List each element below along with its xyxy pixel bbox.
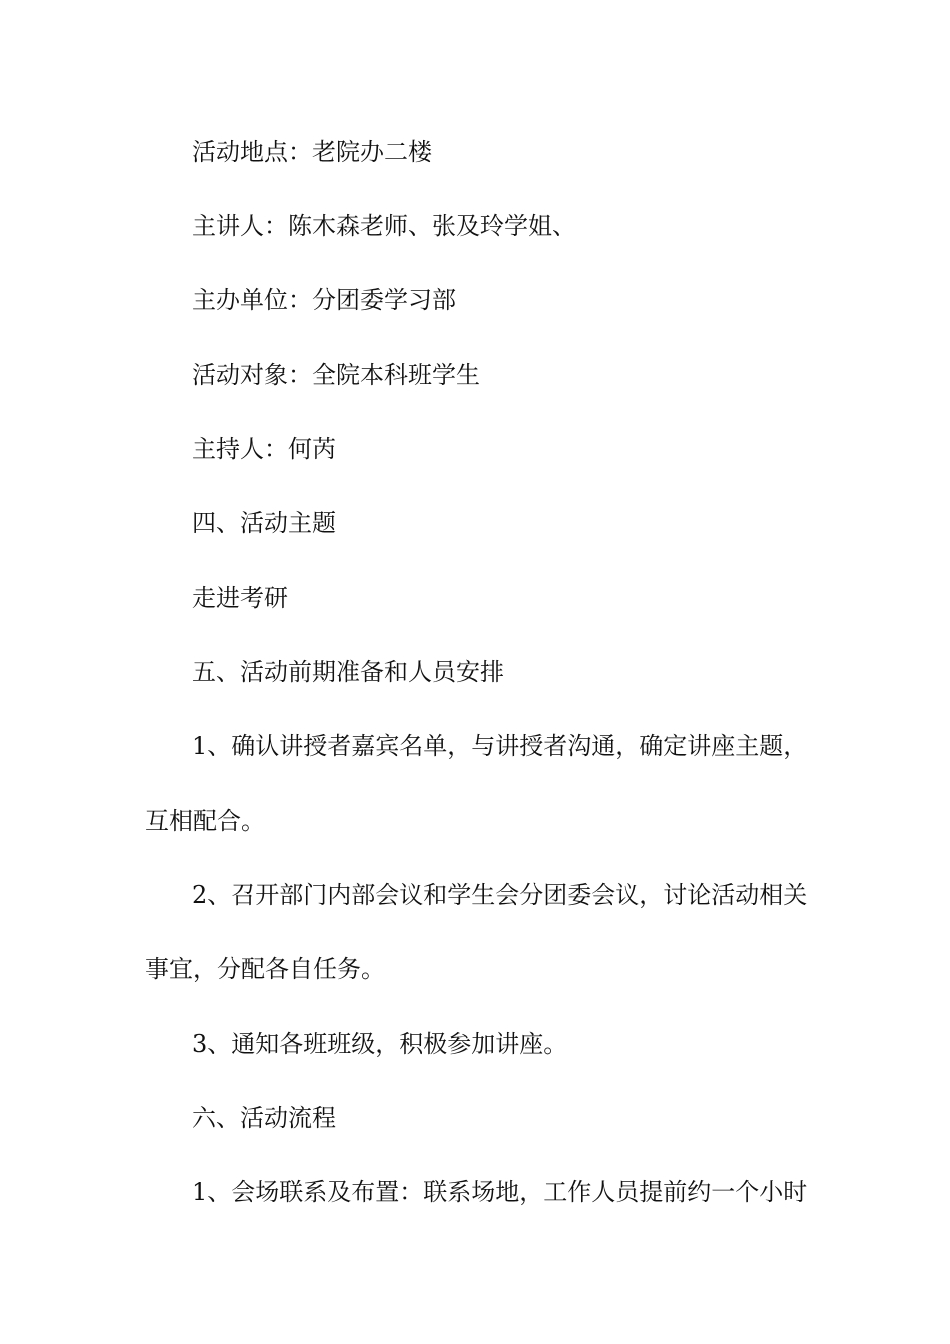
line-host: 主持人：何芮 bbox=[192, 435, 336, 463]
line-organizer: 主办单位：分团委学习部 bbox=[192, 286, 456, 314]
line-speakers: 主讲人：陈木森老师、张及玲学姐、 bbox=[192, 212, 576, 240]
line-theme: 走进考研 bbox=[192, 584, 288, 612]
line-activity-location: 活动地点：老院办二楼 bbox=[192, 138, 432, 166]
section-heading-process: 六、活动流程 bbox=[192, 1104, 336, 1132]
paragraph-3: 3、通知各班班级，积极参加讲座。 bbox=[192, 1030, 568, 1058]
paragraph-1-line-2: 互相配合。 bbox=[145, 807, 265, 835]
process-paragraph-1-line-1: 1、会场联系及布置：联系场地，工作人员提前约一个小时 bbox=[192, 1178, 808, 1206]
line-audience: 活动对象：全院本科班学生 bbox=[192, 361, 480, 389]
paragraph-1-line-1: 1、确认讲授者嘉宾名单，与讲授者沟通，确定讲座主题， bbox=[192, 732, 808, 760]
section-heading-preparation: 五、活动前期准备和人员安排 bbox=[192, 658, 504, 686]
section-heading-theme: 四、活动主题 bbox=[192, 509, 336, 537]
paragraph-2-line-1: 2、召开部门内部会议和学生会分团委会议，讨论活动相关 bbox=[192, 881, 808, 909]
paragraph-2-line-2: 事宜，分配各自任务。 bbox=[145, 955, 385, 983]
